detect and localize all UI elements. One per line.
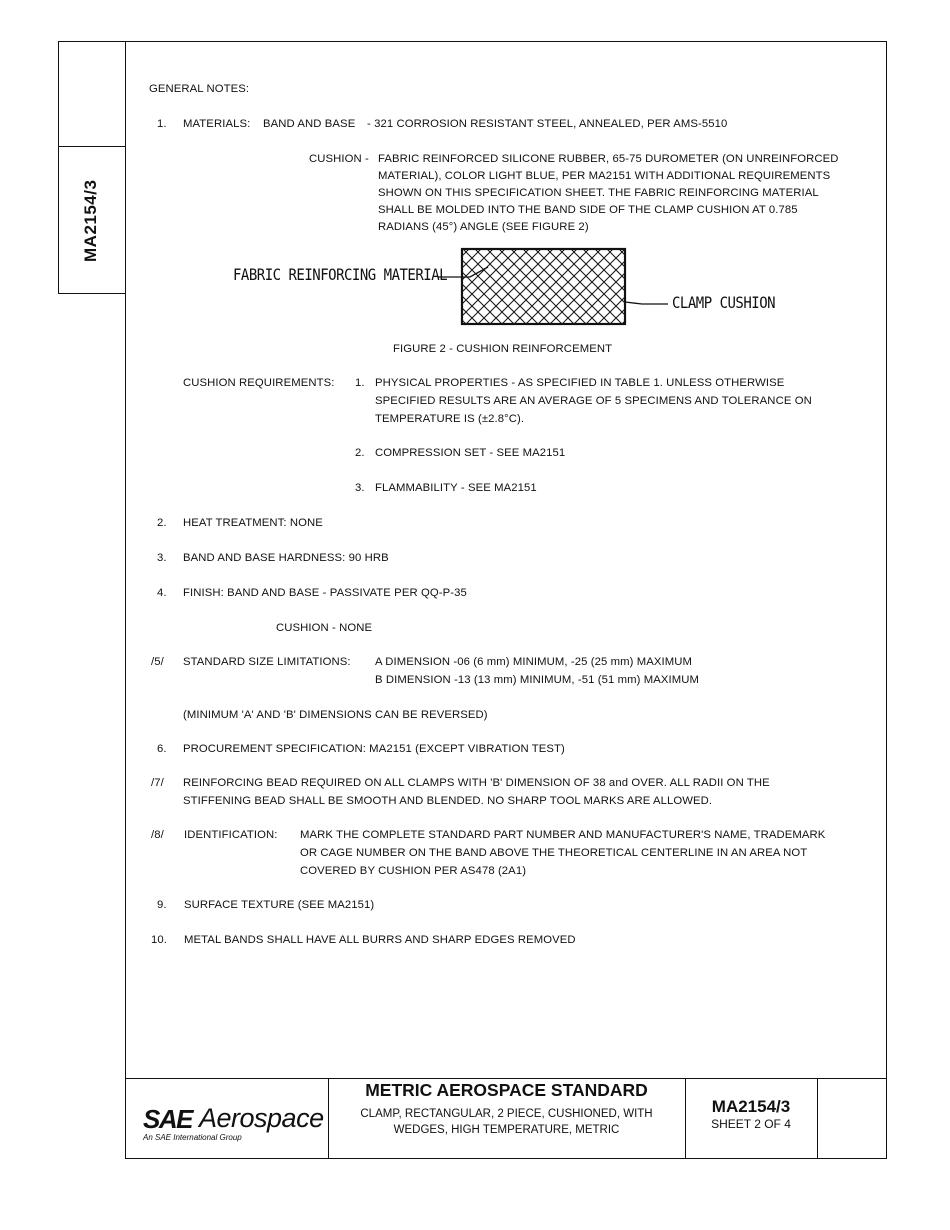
cushion-req-number: 1. [355,377,365,389]
part-description-line: WEDGES, HIGH TEMPERATURE, METRIC [393,1124,620,1136]
note-1-band-text: - 321 CORROSION RESISTANT STEEL, ANNEALED, PER AMS-5510 [367,118,728,130]
figure-label-cushion: CLAMP CUSHION [672,294,776,313]
note-8-line: COVERED BY CUSHION PER AS478 (2A1) [300,865,527,877]
side-tab-divider [58,146,126,147]
note-8-number: /8/ [151,829,164,841]
figure-caption: FIGURE 2 - CUSHION REINFORCEMENT [393,343,613,355]
note-9-number: 9. [157,899,167,911]
note-8-line: MARK THE COMPLETE STANDARD PART NUMBER AND MANUFACTURER'S NAME, TRADEMARK [300,829,826,841]
aerospace-logo-text: Aerospace [199,1103,324,1133]
note-4-number: 4. [157,587,167,599]
note-10-number: 10. [151,934,168,946]
note-10-text: METAL BANDS SHALL HAVE ALL BURRS AND SHARP EDGES REMOVED [184,934,576,946]
fabric-crosshatch [462,249,625,324]
note-5-number: /5/ [151,656,164,668]
note-5-line: A DIMENSION -06 (6 mm) MINIMUM, -25 (25 mm) MAXIMUM [375,656,693,668]
logo-subtitle: An SAE International Group [143,1133,242,1142]
cushion-req-number: 3. [355,482,365,494]
cushion-req-line: SPECIFIED RESULTS ARE AN AVERAGE OF 5 SPECIMENS AND TOLERANCE ON [375,395,812,407]
note-8-line: OR CAGE NUMBER ON THE BAND ABOVE THE THEORETICAL CENTERLINE IN AN AREA NOT [300,847,808,859]
note-1-band-label: BAND AND BASE [263,118,356,130]
note-5-label: STANDARD SIZE LIMITATIONS: [183,656,351,668]
note-7-line: STIFFENING BEAD SHALL BE SMOOTH AND BLENDED. NO SHARP TOOL MARKS ARE ALLOWED. [183,795,713,807]
cushion-req-line: TEMPERATURE IS (±2.8°C). [375,413,525,425]
general-notes-heading: GENERAL NOTES: [149,83,250,95]
cushion-reinforcement-figure [430,240,790,335]
note-5-line: B DIMENSION -13 (13 mm) MINIMUM, -51 (51 mm) MAXIMUM [375,674,700,686]
side-doc-id: MA2154/3 [81,179,100,263]
note-1-cushion-label: CUSHION - [309,153,369,165]
cushion-req-line: FLAMMABILITY - SEE MA2151 [375,482,537,494]
note-1-cushion-line: SHALL BE MOLDED INTO THE BAND SIDE OF THE CLAMP CUSHION AT 0.785 [378,204,798,216]
note-1-cushion-line: FABRIC REINFORCED SILICONE RUBBER, 65-75 DUROMETER (ON UNREINFORCED [378,153,839,165]
note-1-cushion-line: SHOWN ON THIS SPECIFICATION SHEET. THE FABRIC REINFORCING MATERIAL [378,187,819,199]
note-2-number: 2. [157,517,167,529]
title-block-border [125,1078,887,1079]
note-2-text: HEAT TREATMENT: NONE [183,517,323,529]
sheet-number: SHEET 2 OF 4 [711,1117,791,1131]
cushion-leader-line [625,302,668,304]
note-3-text: BAND AND BASE HARDNESS: 90 HRB [183,552,389,564]
cushion-req-line: PHYSICAL PROPERTIES - AS SPECIFIED IN TABLE 1. UNLESS OTHERWISE [375,377,785,389]
part-description [328,1106,685,1138]
cushion-req-line: COMPRESSION SET - SEE MA2151 [375,447,566,459]
note-7-number: /7/ [151,777,164,789]
cushion-requirements-label: CUSHION REQUIREMENTS: [183,377,335,389]
note-9-text: SURFACE TEXTURE (SEE MA2151) [184,899,375,911]
note-8-label: IDENTIFICATION: [184,829,278,841]
figure-label-fabric: FABRIC REINFORCING MATERIAL [233,266,448,285]
note-5-minimum: (MINIMUM 'A' AND 'B' DIMENSIONS CAN BE REVERSED) [183,709,488,721]
sae-logo: SAE [143,1104,192,1134]
note-7-line: REINFORCING BEAD REQUIRED ON ALL CLAMPS WITH 'B' DIMENSION OF 38 and OVER. ALL RADII ON THE [183,777,770,789]
note-6-text: PROCUREMENT SPECIFICATION: MA2151 (EXCEPT VIBRATION TEST) [183,743,565,755]
cushion-req-number: 2. [355,447,365,459]
note-1-cushion-line: RADIANS (45°) ANGLE (SEE FIGURE 2) [378,221,589,233]
note-1-number: 1. [157,118,167,130]
title-block-divider [817,1078,818,1159]
part-description-line: CLAMP, RECTANGULAR, 2 PIECE, CUSHIONED, WITH [360,1108,653,1120]
note-4-text: FINISH: BAND AND BASE - PASSIVATE PER QQ-P-35 [183,587,467,599]
document-number: MA2154/3 [711,1097,791,1116]
note-6-number: 6. [157,743,167,755]
note-1-label: MATERIALS: [183,118,251,130]
note-4-cushion: CUSHION - NONE [276,622,373,634]
note-3-number: 3. [157,552,167,564]
standard-title: METRIC AEROSPACE STANDARD [365,1080,648,1100]
note-1-cushion-line: MATERIAL), COLOR LIGHT BLUE, PER MA2151 WITH ADDITIONAL REQUIREMENTS [378,170,831,182]
